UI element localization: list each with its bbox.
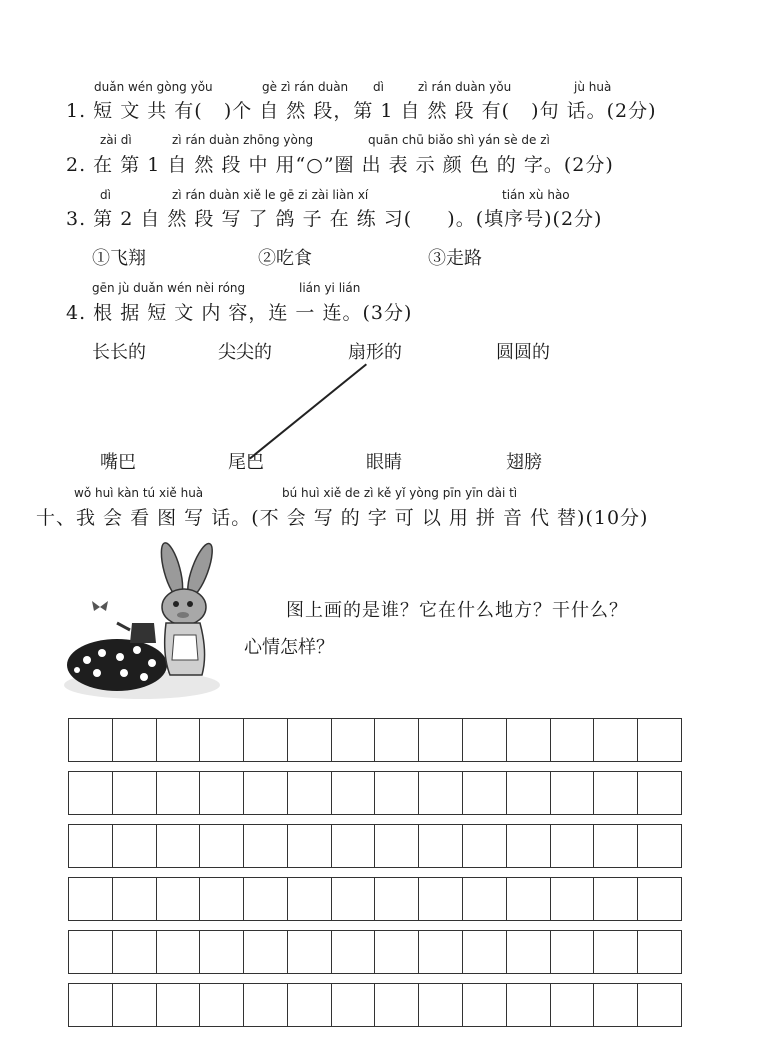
writing-grid-cell[interactable] bbox=[200, 930, 244, 974]
writing-grid-cell[interactable] bbox=[113, 771, 157, 815]
match-bottom-word-3[interactable]: 眼睛 bbox=[366, 452, 402, 473]
writing-grid-cell[interactable] bbox=[551, 983, 595, 1027]
writing-grid-cell[interactable] bbox=[463, 824, 507, 868]
writing-grid-cell[interactable] bbox=[463, 930, 507, 974]
writing-grid-cell[interactable] bbox=[332, 718, 376, 762]
q3-option-1: ①飞翔 bbox=[92, 248, 146, 269]
writing-grid-cell[interactable] bbox=[638, 718, 682, 762]
match-top-word-2[interactable]: 尖尖的 bbox=[218, 342, 272, 363]
q3-option-3: ③走路 bbox=[428, 248, 482, 269]
match-connector-line bbox=[249, 364, 367, 460]
match-top-word-4[interactable]: 圆圆的 bbox=[496, 342, 550, 363]
writing-grid-cell[interactable] bbox=[244, 930, 288, 974]
writing-grid-cell[interactable] bbox=[375, 930, 419, 974]
writing-grid-cell[interactable] bbox=[244, 718, 288, 762]
writing-grid-cell[interactable] bbox=[638, 983, 682, 1027]
writing-grid-cell[interactable] bbox=[69, 983, 113, 1027]
writing-grid-row bbox=[68, 983, 682, 1027]
writing-grid-cell[interactable] bbox=[419, 877, 463, 921]
writing-grid-cell[interactable] bbox=[200, 718, 244, 762]
writing-grid-cell[interactable] bbox=[332, 930, 376, 974]
q3-pinyin-2: zì rán duàn xiě le gē zi zài liàn xí bbox=[172, 188, 369, 202]
question-1: 1. 短 文 共 有( )个 自 然 段，第 1 自 然 段 有( )句 话。(2分) bbox=[66, 100, 657, 122]
writing-grid-cell[interactable] bbox=[244, 771, 288, 815]
q2-pinyin-2: zì rán duàn zhōng yòng bbox=[172, 133, 314, 147]
writing-grid-cell[interactable] bbox=[594, 877, 638, 921]
writing-grid-cell[interactable] bbox=[419, 983, 463, 1027]
writing-grid-cell[interactable] bbox=[551, 877, 595, 921]
writing-grid-cell[interactable] bbox=[113, 824, 157, 868]
writing-grid-cell[interactable] bbox=[113, 930, 157, 974]
match-bottom-word-2[interactable]: 尾巴 bbox=[228, 452, 264, 473]
q3-pinyin-3: tián xù hào bbox=[502, 188, 570, 202]
q4-pinyin-2: lián yi lián bbox=[299, 281, 361, 295]
writing-grid-cell[interactable] bbox=[551, 718, 595, 762]
writing-grid-cell[interactable] bbox=[419, 824, 463, 868]
q2-pinyin-3: quān chū biǎo shì yán sè de zì bbox=[368, 133, 550, 147]
writing-grid-cell[interactable] bbox=[332, 983, 376, 1027]
q1-pinyin-3: dì bbox=[373, 80, 384, 94]
writing-grid-cell[interactable] bbox=[157, 877, 201, 921]
writing-grid-cell[interactable] bbox=[551, 824, 595, 868]
writing-grid-cell[interactable] bbox=[157, 718, 201, 762]
writing-grid-cell[interactable] bbox=[332, 771, 376, 815]
writing-grid-cell[interactable] bbox=[200, 983, 244, 1027]
writing-grid-cell[interactable] bbox=[551, 771, 595, 815]
writing-grid-cell[interactable] bbox=[157, 930, 201, 974]
writing-grid-cell[interactable] bbox=[638, 824, 682, 868]
writing-grid-cell[interactable] bbox=[419, 930, 463, 974]
writing-grid-cell[interactable] bbox=[594, 983, 638, 1027]
writing-grid-cell[interactable] bbox=[244, 877, 288, 921]
writing-grid-cell[interactable] bbox=[507, 877, 551, 921]
writing-grid-cell[interactable] bbox=[244, 824, 288, 868]
writing-grid-cell[interactable] bbox=[551, 930, 595, 974]
writing-grid-cell[interactable] bbox=[463, 718, 507, 762]
writing-grid-cell[interactable] bbox=[244, 983, 288, 1027]
writing-grid[interactable] bbox=[68, 718, 682, 1027]
writing-grid-row bbox=[68, 877, 682, 921]
writing-grid-cell[interactable] bbox=[69, 771, 113, 815]
match-top-word-3[interactable]: 扇形的 bbox=[348, 342, 402, 363]
writing-grid-cell[interactable] bbox=[419, 771, 463, 815]
writing-grid-cell[interactable] bbox=[113, 877, 157, 921]
writing-grid-cell[interactable] bbox=[288, 824, 332, 868]
writing-grid-cell[interactable] bbox=[113, 983, 157, 1027]
match-top-word-1[interactable]: 长长的 bbox=[92, 342, 146, 363]
writing-grid-cell[interactable] bbox=[507, 824, 551, 868]
writing-grid-cell[interactable] bbox=[463, 983, 507, 1027]
rabbit-watering-flowers-illustration bbox=[62, 535, 222, 705]
writing-grid-cell[interactable] bbox=[200, 771, 244, 815]
writing-grid-cell[interactable] bbox=[507, 718, 551, 762]
writing-grid-cell[interactable] bbox=[157, 824, 201, 868]
writing-grid-cell[interactable] bbox=[288, 930, 332, 974]
writing-grid-cell[interactable] bbox=[507, 930, 551, 974]
writing-grid-cell[interactable] bbox=[463, 771, 507, 815]
writing-grid-cell[interactable] bbox=[200, 877, 244, 921]
question-3: 3. 第 2 自 然 段 写 了 鸽 子 在 练 习( )。(填序号)(2分) bbox=[66, 208, 603, 230]
writing-grid-cell[interactable] bbox=[69, 824, 113, 868]
writing-grid-cell[interactable] bbox=[157, 983, 201, 1027]
q1-pinyin-5: jù huà bbox=[574, 80, 612, 94]
writing-grid-cell[interactable] bbox=[507, 983, 551, 1027]
writing-grid-cell[interactable] bbox=[419, 718, 463, 762]
writing-grid-cell[interactable] bbox=[594, 930, 638, 974]
writing-grid-cell[interactable] bbox=[69, 930, 113, 974]
picture-prompt-line-2: 心情怎样？ bbox=[244, 637, 334, 658]
q1-pinyin-2: gè zì rán duàn bbox=[262, 80, 349, 94]
writing-grid-cell[interactable] bbox=[332, 877, 376, 921]
writing-grid-row bbox=[68, 718, 682, 762]
section10-pinyin-2: bú huì xiě de zì kě yǐ yòng pīn yīn dài tì bbox=[282, 486, 518, 500]
writing-grid-cell[interactable] bbox=[157, 771, 201, 815]
writing-grid-cell[interactable] bbox=[638, 877, 682, 921]
writing-grid-cell[interactable] bbox=[375, 877, 419, 921]
writing-grid-cell[interactable] bbox=[594, 824, 638, 868]
writing-grid-cell[interactable] bbox=[288, 718, 332, 762]
match-bottom-word-1[interactable]: 嘴巴 bbox=[100, 452, 136, 473]
q1-pinyin-4: zì rán duàn yǒu bbox=[418, 80, 512, 94]
q3-option-2: ②吃食 bbox=[258, 248, 312, 269]
writing-grid-cell[interactable] bbox=[288, 771, 332, 815]
section10-pinyin-1: wǒ huì kàn tú xiě huà bbox=[74, 486, 204, 500]
picture-prompt-line-1: 图上画的是谁？它在什么地方？干什么？ bbox=[286, 600, 628, 621]
writing-grid-row bbox=[68, 771, 682, 815]
writing-grid-cell[interactable] bbox=[375, 983, 419, 1027]
writing-grid-cell[interactable] bbox=[113, 718, 157, 762]
writing-grid-cell[interactable] bbox=[69, 877, 113, 921]
writing-grid-cell[interactable] bbox=[638, 771, 682, 815]
writing-grid-cell[interactable] bbox=[375, 771, 419, 815]
q3-pinyin-1: dì bbox=[100, 188, 111, 202]
writing-grid-cell[interactable] bbox=[463, 877, 507, 921]
writing-grid-cell[interactable] bbox=[332, 824, 376, 868]
q4-pinyin-1: gēn jù duǎn wén nèi róng bbox=[92, 281, 246, 295]
writing-grid-cell[interactable] bbox=[507, 771, 551, 815]
q2-pinyin-1: zài dì bbox=[100, 133, 132, 147]
writing-grid-cell[interactable] bbox=[288, 877, 332, 921]
writing-grid-cell[interactable] bbox=[288, 983, 332, 1027]
writing-grid-cell[interactable] bbox=[594, 718, 638, 762]
writing-grid-cell[interactable] bbox=[200, 824, 244, 868]
section-10-heading: 十、我 会 看 图 写 话。(不 会 写 的 字 可 以 用 拼 音 代 替)(10分) bbox=[36, 507, 649, 529]
question-2: 2. 在 第 1 自 然 段 中 用“○”圈 出 表 示 颜 色 的 字。(2分) bbox=[66, 154, 614, 176]
match-bottom-word-4[interactable]: 翅膀 bbox=[506, 452, 542, 473]
writing-grid-cell[interactable] bbox=[69, 718, 113, 762]
writing-grid-cell[interactable] bbox=[375, 718, 419, 762]
writing-grid-cell[interactable] bbox=[638, 930, 682, 974]
writing-grid-cell[interactable] bbox=[375, 824, 419, 868]
writing-grid-cell[interactable] bbox=[594, 771, 638, 815]
writing-grid-row bbox=[68, 824, 682, 868]
q1-pinyin-1: duǎn wén gòng yǒu bbox=[94, 80, 213, 94]
writing-grid-row bbox=[68, 930, 682, 974]
question-4: 4. 根 据 短 文 内 容，连 一 连。(3分) bbox=[66, 302, 413, 324]
